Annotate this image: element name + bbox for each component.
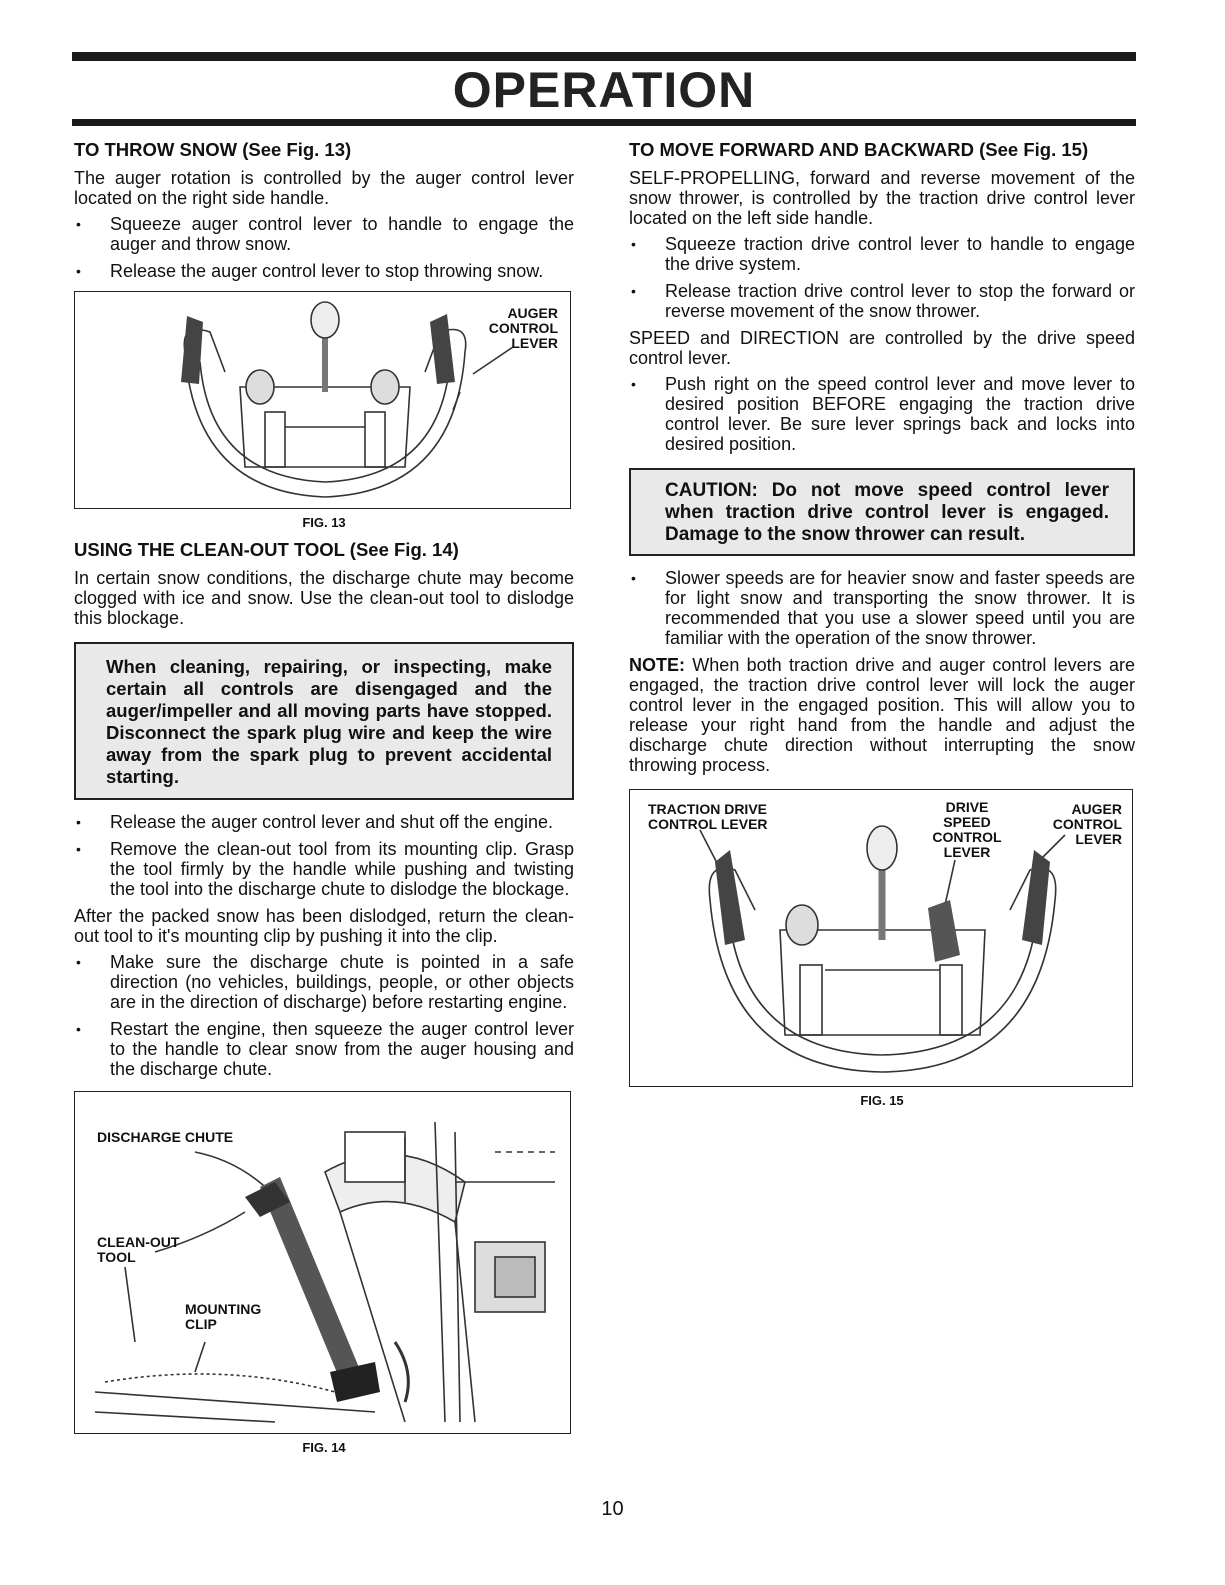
fig15-label-line: AUGER bbox=[1071, 801, 1122, 817]
page-number: 10 bbox=[601, 1498, 624, 1520]
left-column bbox=[74, 138, 574, 1463]
fig15-label-line: SPEED bbox=[943, 814, 991, 830]
fig14-label-line: CLEAN-OUT bbox=[97, 1234, 180, 1250]
move-heading: TO MOVE FORWARD AND BACKWARD (See Fig. 15) bbox=[629, 139, 1089, 160]
right-column bbox=[629, 138, 1135, 1116]
list-item: • Squeeze auger control lever to handle to engage the auger and throw snow. bbox=[74, 214, 574, 254]
fig15-label-line: LEVER bbox=[943, 844, 991, 860]
fig15-label-line: TRACTION DRIVE bbox=[648, 801, 767, 817]
fig14-label-line: MOUNTING bbox=[185, 1301, 262, 1317]
clean-out-after: After the packed snow has been dislodged, return the clean-out tool to it's mounting clip by pushing it into the clip. bbox=[74, 906, 574, 946]
caution-box: CAUTION: Do not move speed control lever when traction drive control lever is engaged. Damage to the snow thrower can result. bbox=[629, 468, 1135, 556]
fig14-label-clip bbox=[185, 1302, 261, 1332]
fig13-label bbox=[489, 306, 558, 351]
fig14-caption: FIG. 14 bbox=[302, 1440, 346, 1455]
fig13-label-line: AUGER bbox=[507, 305, 558, 321]
fig15-label-line: DRIVE bbox=[945, 799, 989, 815]
throw-snow-heading: TO THROW SNOW (See Fig. 13) bbox=[74, 139, 352, 160]
fig14-illustration bbox=[74, 1091, 571, 1434]
throw-snow-intro: The auger rotation is controlled by the auger control lever located on the right side handle. bbox=[74, 168, 574, 208]
list-item: • Release traction drive control lever to stop the forward or reverse movement of the snow thrower. bbox=[629, 281, 1135, 321]
move-note bbox=[629, 655, 1135, 775]
fig14-label-line: CLIP bbox=[185, 1316, 217, 1332]
move-bullets-c bbox=[629, 568, 1135, 648]
fig13-illustration bbox=[74, 291, 571, 509]
move-intro: SELF-PROPELLING, forward and reverse movement of the snow thrower, is controlled by the traction drive control lever located on the left side handle. bbox=[629, 168, 1135, 228]
list-item: • Push right on the speed control lever and move lever to desired position BEFORE engaging the traction drive control lever. Be sure lever springs back and locks into desired position. bbox=[629, 374, 1135, 454]
fig13-caption: FIG. 13 bbox=[302, 515, 346, 530]
fig15-label-line: CONTROL bbox=[1052, 816, 1122, 832]
list-item: • Release the auger control lever and shut off the engine. bbox=[74, 812, 574, 832]
fig14-label-chute: DISCHARGE CHUTE bbox=[97, 1129, 234, 1145]
clean-out-intro: In certain snow conditions, the discharge chute may become clogged with ice and snow. Use the clean-out tool to dislodge this blockage. bbox=[74, 568, 574, 628]
move-speed: SPEED and DIRECTION are controlled by the drive speed control lever. bbox=[629, 328, 1135, 368]
list-item: • Restart the engine, then squeeze the auger control lever to the handle to clear snow from the auger housing and the discharge chute. bbox=[74, 1019, 574, 1079]
page-title: OPERATION bbox=[452, 62, 756, 118]
fig14-label-tool bbox=[97, 1235, 179, 1265]
fig15-label-drive-speed bbox=[922, 800, 1012, 860]
note-lead: NOTE: bbox=[629, 655, 685, 675]
note-text: When both traction drive and auger control levers are engaged, the traction drive control lever will lock the auger control lever in the engaged position. This will allow you to release your right hand from the handle and adjust the discharge chute direction without interrupting the snow throwing process. bbox=[629, 655, 1135, 775]
fig15-label-line: LEVER bbox=[1075, 831, 1122, 847]
list-item: • Slower speeds are for heavier snow and faster speeds are for light snow and transporting the snow thrower. It is recommended that you use a slower speed until you are familiar with the operation of the snow thrower. bbox=[629, 568, 1135, 648]
fig15-caption: FIG. 15 bbox=[860, 1093, 904, 1108]
list-item: • Remove the clean-out tool from its mounting clip. Grasp the tool firmly by the handle while pushing and twisting the tool into the discharge chute to dislodge the blockage. bbox=[74, 839, 574, 899]
fig15-label-traction bbox=[648, 802, 768, 832]
fig14-label-line: TOOL bbox=[97, 1249, 136, 1265]
list-item: • Make sure the discharge chute is pointed in a safe direction (no vehicles, buildings, people, or other objects are in the direction of discharge) before restarting engine. bbox=[74, 952, 574, 1012]
fig15-label-line: CONTROL LEVER bbox=[648, 816, 768, 832]
clean-out-warning: When cleaning, repairing, or inspecting, make certain all controls are disengaged and the auger/impeller and all moving parts have stopped. Disconnect the spark plug wire and keep the wire away from the spark plug to prevent accidental starting. bbox=[74, 642, 574, 800]
list-item: • Squeeze traction drive control lever to handle to engage the drive system. bbox=[629, 234, 1135, 274]
fig15-label-auger bbox=[1053, 802, 1122, 847]
title-rule bbox=[72, 119, 1136, 126]
clean-out-heading: USING THE CLEAN-OUT TOOL (See Fig. 14) bbox=[74, 539, 459, 560]
move-bullets-b bbox=[629, 374, 1135, 454]
fig15-label-line: CONTROL bbox=[932, 829, 1002, 845]
clean-out-bullets-a bbox=[74, 812, 574, 899]
list-item: • Release the auger control lever to stop throwing snow. bbox=[74, 261, 574, 281]
fig13-label-line: CONTROL bbox=[488, 320, 558, 336]
throw-snow-bullets bbox=[74, 214, 574, 281]
fig13-label-line: LEVER bbox=[511, 335, 558, 351]
fig15-illustration bbox=[629, 789, 1133, 1087]
move-bullets-a bbox=[629, 234, 1135, 321]
clean-out-bullets-b bbox=[74, 952, 574, 1079]
